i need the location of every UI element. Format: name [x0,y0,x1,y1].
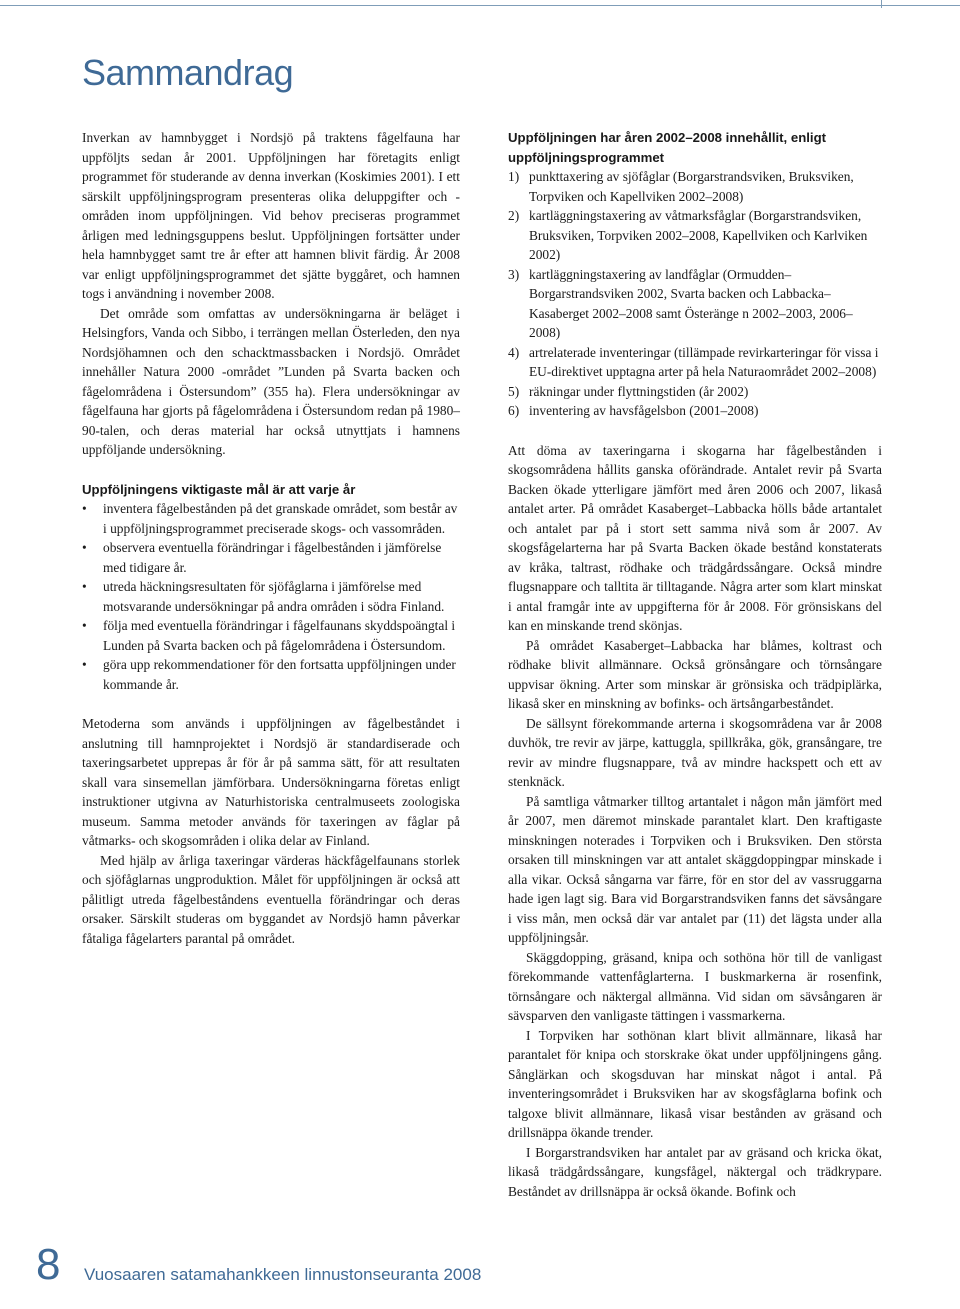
list-item: 6) inventering av havsfågelsbon (2001–2008) [508,403,759,418]
methods-paragraph-2: Med hjälp av årliga taxeringar värderas häckfågelfaunans storlek och sjöfåglarnas ungproduktion. Målet för uppföljningen är också att pålitligt utreda fågelbeståndens eventuella förändringar och deras orsaker. Särskilt studeras om byggandet av Nordsjö hamn påverkar fåtaliga fågelarters parantal på området. [82,852,460,946]
borgarstrandsviken-paragraph: I Borgarstrandsviken har antalet par av gräsand och kricka ökat, likaså trädgårdssångare, kungsfågel, näktergal och trädkrypare. Beståndet av drillsnäppa är också ökande. Bofink och [508,1144,882,1199]
common-species-paragraph: Skäggdopping, gräsand, knipa och sothöna hör till de vanligast förekommande vattenfåglarterna. I buskmarkerna är rosenfink, törnsångare och näktergal allmänna. Vid sidan om sävsångaren är sävsparven den vanligaste tättingen i vassmarkerna. [508,949,882,1023]
wetlands-paragraph: På samtliga våtmarker tilltog artantalet i någon mån jämfört med år 2007, men däremot minskade parantalet klart. Den kraftigaste minskningen noterades i Torpviken och i Bruksviken. Den största orsaken till minskningen var att antalet skäggdoppingpar minskade i alla vikar. Också sångarna var färre, för en stor del av vassruggarna hade igen lagt sig. Bara vid Borgarstrandsviken fanns det sävsångare i viss mån, men också där var antalet par (11) det lägsta under alla uppföljningsår. [508,793,882,945]
list-item: 5) räkningar under flyttningstiden (år 2002) [508,383,749,399]
list-item: 4) artrelaterade inventeringar (tillämpade revirkarteringar för vissa i EU-direktivet upptagna arter på hela Naturaområdet 2002–2008) [508,344,879,379]
program-list [508,167,882,421]
top-rule [0,5,960,6]
list-item: • göra upp rekommendationer för den fortsatta uppföljningen under kommande år. [82,657,456,692]
running-title: Vuosaaren satamahankkeen linnustonseuranta 2008 [84,1265,482,1284]
list-item: 3) kartläggningstaxering av landfåglar (Ormudden–Borgarstrandsviken 2002, Svarta backen och Labbacka–Kasaberget 2002–2008 samt Österänge n 2002–2003, 2006–2008) [508,266,853,340]
intro-paragraph: Inverkan av hamnbygget i Nordsjö på traktens fågelfauna har uppföljts sedan år 2001. Uppföljningen har företagits enligt programmet för studerande av denna inverkan (Koskimies 2001). I ett särskilt uppföljningsprogram presenteras olika deluppgifter och -områden inom uppföljningen. Vid behov preciseras programmet årligen med ledningsguppens beslut. Uppföljningen fortsätter under hela hamnbygget samt tre år efter att hamnen blivit färdig. År 2008 var enligt uppföljningsprogrammet det sjätte byggåret, och hamnen togs i användning i november 2008. [82,130,460,301]
rare-species-paragraph: De sällsynt förekommande arterna i skogsområdena var år 2008 duvhök, tre revir av järpe, kattuggla, spillkråka, gök, gransångare, tre revir av mindre flugsnappare, två av mindre hackspett och ett av stenknäck. [508,715,882,789]
list-item: 2) kartläggningstaxering av våtmarksfåglar (Borgarstrandsviken, Bruksviken, Torpviken 2002–2008, Kapellviken och Karlviken 2002) [508,208,868,262]
area-paragraph: Det område som omfattas av undersökningarna är beläget i Helsingfors, Vanda och Sibbo, i terrängen mellan Österleden, den nya Nordsjöhamnen och den schacktmassbacken i Nordsjö. Området innehåller Natura 2000 -området ”Lunden på Svarta backen och fågelområdena i Östersundom” (355 ha). Flera undersökningar av fågelfauna har gjorts på fågelområdena i Östersundom redan på 1980–90-talen, och deras material har också utnyttjats i hamnens uppföljande undersökning. [82,305,460,457]
crop-mark [881,0,882,8]
list-item: • inventera fågelbestånden på det granskade området, som består av i uppföljningsprogrammet preciserade skogs- och vassområden. [82,501,458,536]
torpviken-paragraph: I Torpviken har sothönan klart blivit allmännare, likaså har parantalet för knipa och storskrake ökat under uppföljningens gång. Sånglärkan och skogsduvan har minskat något i antal. På inventeringsområdet i Bruksviken har av skogsfåglarna bofink och talgoxe blivit allmännare, likaså visar bestånden av gräsand och drillsnäppa ökande trender. [508,1027,882,1140]
left-column [82,128,460,948]
list-item: • följa med eventuella förändringar i fågelfaunans skyddspoängtal i Lunden på Svarta backen och på fågelområdena i Östersundom. [82,618,456,653]
page-number: 8 [36,1240,61,1289]
forest-paragraph: Att döma av taxeringarna i skogarna har fågelbestånden i skogsområdena hållits ganska oförändrade. Antalet revir på Svarta Backen ökade ytterligare jämfört med åren 2006 och 2007, likaså antalet arter. På området Kasaberget–Labbacka hölls både artantalet och antalet par på i stort sett samma nivå som år 2007. Av skogsfågelarterna har på Svarta Backen ökade bestånd konstaterats av kråka, taltrast, rödhake och trädgårdssångare. Också mindre flugsnappare och talltita är tilltagande. Några arter som klart minskat i antal framgår inte av uppgifterna för år 2008. För grönsiskans del kan en minskande trend skönjas. [508,442,882,633]
goals-heading: Uppföljningens viktigaste mål är att varje år [82,481,356,497]
methods-paragraph: Metoderna som används i uppföljningen av fågelbeståndet i anslutning till hamnprojektet i Nordsjö är standardiserade och taxeringsarbetet upprepas år för år på samma sätt, för att resultaten skall vara sinsemellan jämförbara. Undersökningarna företas enligt instruktioner utgivna av Naturhistoriska centralmuseets zoologiska museum. Samma metoder används för taxeringen av fåglar på våtmarks- och skogsområden i olika delar av Finland. [82,716,460,848]
page-title: Sammandrag [82,52,294,93]
list-item: • utreda häckningsresultaten för sjöfåglarna i jämförelse med motsvarande undersökningar på andra områden i södra Finland. [82,579,445,614]
list-item: 1) punkttaxering av sjöfåglar (Borgarstrandsviken, Bruksviken, Torpviken och Kapellviken 2002–2008) [508,169,854,204]
right-column [508,128,882,1201]
kasaberget-paragraph: På området Kasaberget–Labbacka har blåmes, koltrast och rödhake blivit allmännare. Också grönsångare och törnsångare uppvisar ökning. Arter som minskar är grönsiska och trädpiplärka, likaså sker en minskning av bofinks- och ärtsångarbeståndet. [508,637,882,711]
list-item: • observera eventuella förändringar i fågelbestånden i jämförelse med tidigare år. [82,540,442,575]
program-heading: Uppföljningen har åren 2002–2008 innehållit, enligt uppföljningsprogrammet [508,130,827,165]
goals-list [82,499,460,694]
